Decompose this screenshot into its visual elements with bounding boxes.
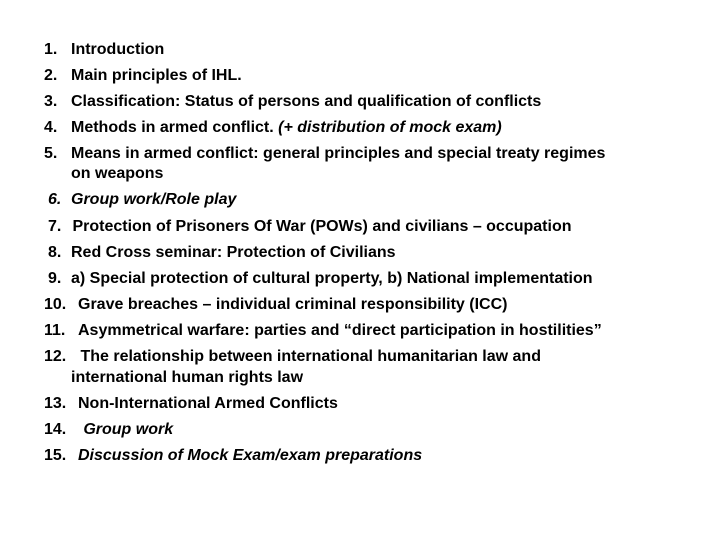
item-number: 15.	[44, 447, 67, 464]
item-text: a) Special protection of cultural property, b) National implementation	[71, 270, 593, 287]
item-text: Asymmetrical warfare: parties and “direct participation in hostilities”	[78, 322, 602, 339]
item-text: Discussion of Mock Exam/exam preparations	[78, 447, 423, 464]
item-number: 9.	[48, 270, 62, 287]
item-text: Main principles of IHL.	[71, 67, 242, 84]
item-text: Group work	[70, 421, 174, 438]
item-text: Means in armed conflict: general principles and special treaty regimes	[71, 145, 606, 162]
item-text: Methods in armed conflict.	[71, 119, 279, 136]
item-text: Protection of Prisoners Of War (POWs) and civilians – occupation	[68, 218, 572, 235]
item-number: 8.	[48, 244, 62, 261]
item-text-continuation: international human rights law	[71, 369, 304, 386]
item-text-continuation: on weapons	[71, 165, 164, 182]
item-text: The relationship between international humanitarian law and	[76, 348, 541, 365]
item-number: 1.	[44, 41, 58, 58]
item-text: Introduction	[71, 41, 165, 58]
item-text: Classification: Status of persons and qualification of conflicts	[71, 93, 542, 110]
item-number: 13.	[44, 395, 67, 412]
item-number: 14.	[44, 421, 67, 438]
item-text: Group work/Role play	[71, 191, 237, 208]
item-number: 2.	[44, 67, 58, 84]
item-number: 4.	[44, 119, 58, 136]
item-number: 5.	[44, 145, 58, 162]
item-text: Non-International Armed Conflicts	[78, 395, 338, 412]
item-text: Grave breaches – individual criminal responsibility (ICC)	[78, 296, 508, 313]
item-number: 12.	[44, 348, 67, 365]
item-text: Red Cross seminar: Protection of Civilians	[71, 244, 396, 261]
item-text-wrap	[71, 118, 502, 138]
item-number: 7.	[48, 218, 62, 235]
item-number: 6.	[48, 191, 62, 208]
item-number: 11.	[44, 322, 66, 339]
item-number: 10.	[44, 296, 67, 313]
item-number: 3.	[44, 93, 58, 110]
item-text-italic: (+ distribution of mock exam)	[278, 119, 502, 136]
